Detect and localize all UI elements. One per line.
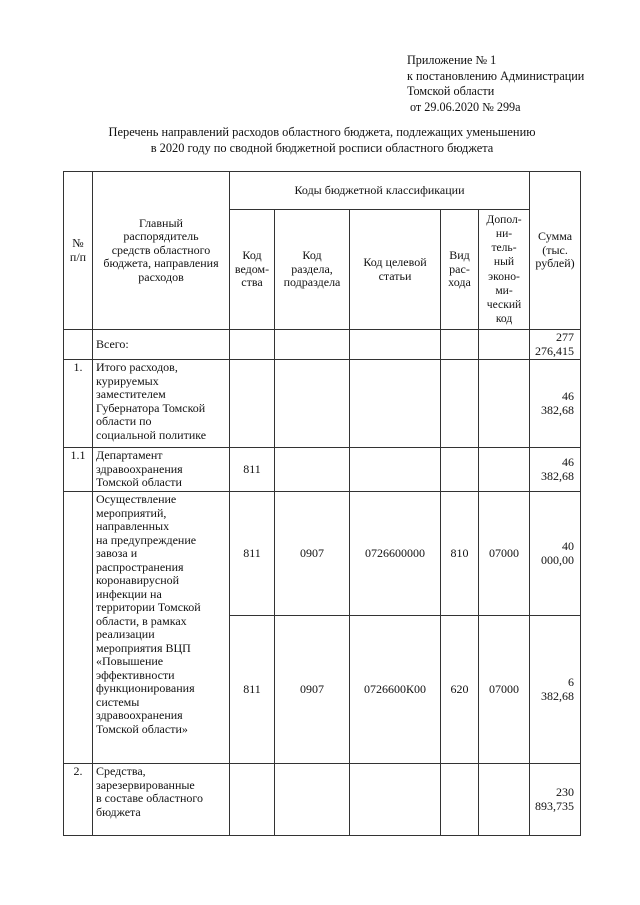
table-row xyxy=(64,492,581,616)
appendix-line: к постановлению Администрации xyxy=(407,68,585,83)
row-sum: 6 382,68 xyxy=(530,616,581,764)
header-row xyxy=(64,172,581,210)
row-extra: 07000 xyxy=(479,492,530,616)
header-section: Код раздела, подраздела xyxy=(275,210,350,330)
row-sum: 46 382,68 xyxy=(530,360,581,448)
row-target: 0726600000 xyxy=(350,492,441,616)
row-number: 1. xyxy=(64,360,93,448)
row-sum: 40 000,00 xyxy=(530,492,581,616)
row-extra: 07000 xyxy=(479,616,530,764)
row-number: 1.1 xyxy=(64,448,93,492)
document-title xyxy=(62,125,582,156)
total-row xyxy=(64,330,581,360)
row-name: Средства, зарезервированные в составе областного бюджета xyxy=(93,764,230,836)
header-kind: Вид рас- хода xyxy=(441,210,479,330)
row-dept: 811 xyxy=(230,448,275,492)
row-section: 0907 xyxy=(275,492,350,616)
row-section: 0907 xyxy=(275,616,350,764)
appendix-date: от 29.06.2020 № 299а xyxy=(410,99,521,114)
table-row xyxy=(64,360,581,448)
total-label: Всего: xyxy=(93,330,230,360)
row-dept: 811 xyxy=(230,616,275,764)
header-manager: Главный распорядитель средств областного бюджета, направления расходов xyxy=(93,172,230,330)
appendix-line: Томской области xyxy=(407,84,495,98)
appendix-line: Приложение № 1 xyxy=(407,53,497,67)
appendix-block xyxy=(407,53,584,115)
row-target: 0726600К00 xyxy=(350,616,441,764)
row-name: Итого расходов, курируемых заместителем Губернатора Томской области по социальной политике xyxy=(93,360,230,448)
header-codes-group: Коды бюджетной классификации xyxy=(230,172,530,210)
row-kind: 620 xyxy=(441,616,479,764)
header-sum: Сумма (тыс. рублей) xyxy=(530,172,581,330)
title-line: в 2020 году по сводной бюджетной росписи областного бюджета xyxy=(150,140,494,155)
total-sum: 277 276,415 xyxy=(530,330,581,360)
header-dept: Код ведом- ства xyxy=(230,210,275,330)
expenses-table xyxy=(63,171,581,836)
header-num: № п/п xyxy=(64,172,93,330)
row-sum: 46 382,68 xyxy=(530,448,581,492)
row-dept: 811 xyxy=(230,492,275,616)
header-target: Код целевой статьи xyxy=(350,210,441,330)
title-line: Перечень направлений расходов областного бюджета, подлежащих уменьшению xyxy=(108,125,536,139)
row-name: Осуществление мероприятий, направленных на предупреждение завоза и распространения коронавирусной инфекции на территории Томской области, в рамках реализации мероприятия ВЦП «Повышение эффективности функционирования системы здравоохранения Томской области» xyxy=(93,492,230,764)
row-number: 2. xyxy=(64,764,93,836)
header-extra: Допол- ни- тель- ный эконо- ми- ческий код xyxy=(479,210,530,330)
table-row xyxy=(64,448,581,492)
table-row xyxy=(64,764,581,836)
row-sum: 230 893,735 xyxy=(530,764,581,836)
row-name: Департамент здравоохранения Томской области xyxy=(93,448,230,492)
row-kind: 810 xyxy=(441,492,479,616)
